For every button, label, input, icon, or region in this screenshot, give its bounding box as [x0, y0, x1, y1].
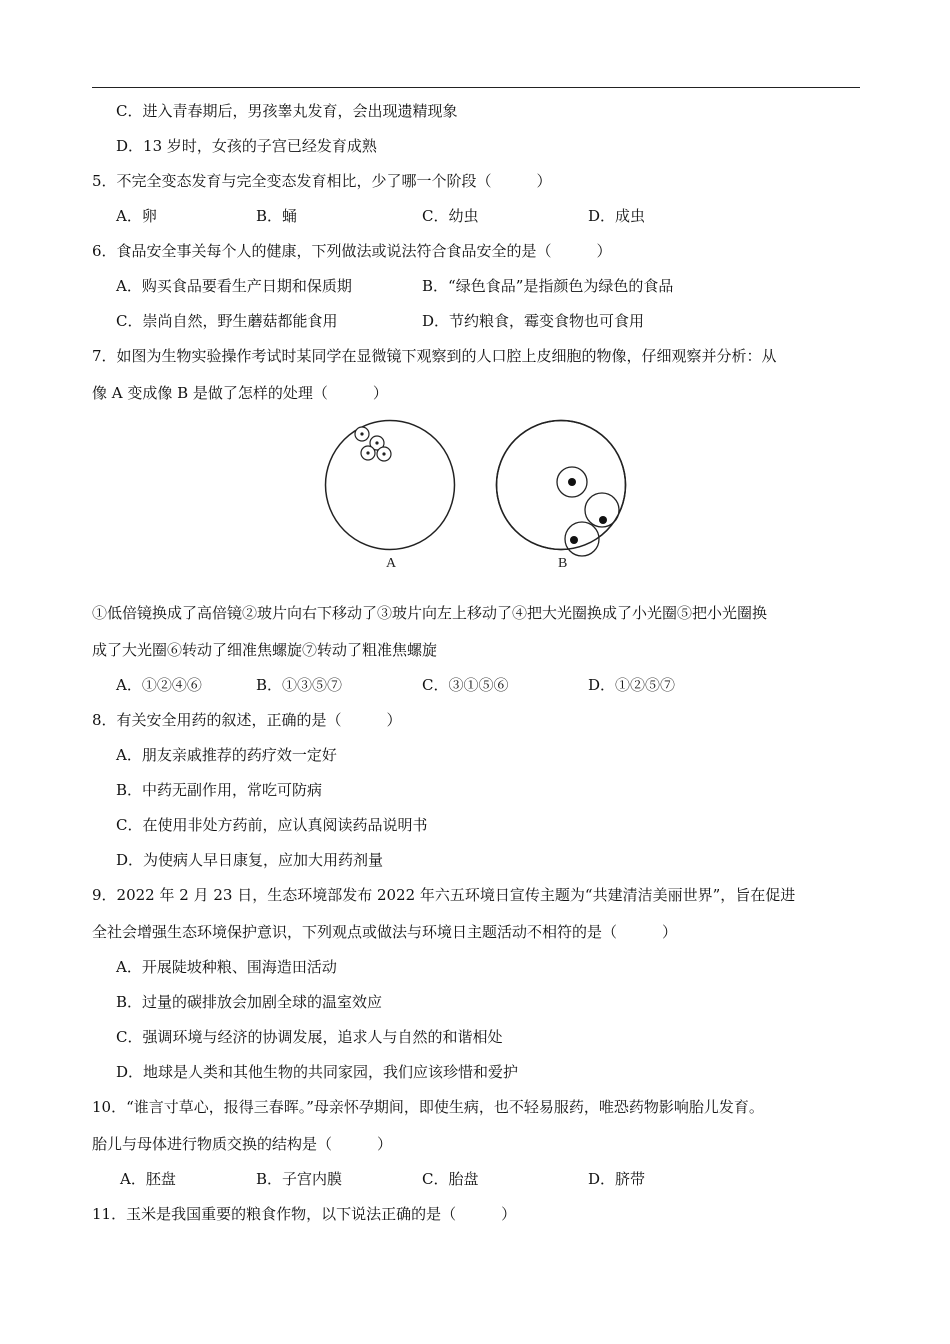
question-9-line2: 全社会增强生态环境保护意识，下列观点或做法与环境日主题活动不相符的是（ ） [92, 923, 678, 941]
q10-option-d: D．脐带 [588, 1170, 646, 1188]
q9-option-d: D．地球是人类和其他生物的共同家园，我们应该珍惜和爱护 [116, 1063, 519, 1081]
q6-option-d: D．节约粮食，霉变食物也可食用 [422, 312, 645, 330]
question-10-line2: 胎儿与母体进行物质交换的结构是（ ） [92, 1135, 393, 1153]
q5-option-c: C．幼虫 [422, 207, 479, 225]
q7-option-a: A．①②④⑥ [116, 676, 202, 694]
q8-option-a: A．朋友亲戚推荐的药疗效一定好 [116, 746, 337, 764]
image-b [497, 421, 626, 557]
question-11: 11．玉米是我国重要的粮食作物，以下说法正确的是（ ） [92, 1205, 517, 1223]
question-7-line2: 像 A 变成像 B 是做了怎样的处理（ ） [92, 384, 388, 402]
question-10-line1: 10．“谁言寸草心，报得三春晖。”母亲怀孕期间，即使生病，也不轻易服药，唯恐药物影响胎儿发育。 [92, 1098, 764, 1116]
q5-option-b: B．蛹 [256, 207, 298, 225]
q8-option-d: D．为使病人早日康复，应加大用药剂量 [116, 851, 384, 869]
q10-option-c: C．胎盘 [422, 1170, 479, 1188]
q10-option-b: B．子宫内膜 [256, 1170, 343, 1188]
figure-label-a: A [386, 556, 397, 571]
q6-option-a: A．购买食品要看生产日期和保质期 [116, 277, 352, 295]
q9-option-c: C．强调环境与经济的协调发展，追求人与自然的和谐相处 [116, 1028, 503, 1046]
q7-option-d: D．①②⑤⑦ [588, 676, 676, 694]
q9-option-a: A．开展陡坡种粮、围海造田活动 [116, 958, 337, 976]
q7-option-b: B．①③⑤⑦ [256, 676, 343, 694]
q5-option-a: A．卵 [116, 207, 157, 225]
q7-option-c: C．③①⑤⑥ [422, 676, 509, 694]
q6-option-c: C．崇尚自然，野生蘑菇都能食用 [116, 312, 338, 330]
q6-option-b: B．“绿色食品”是指颜色为绿色的食品 [422, 277, 674, 295]
header-rule [92, 87, 860, 88]
question-7-statements-line2: 成了大光圈⑥转动了细准焦螺旋⑦转动了粗准焦螺旋 [92, 641, 438, 659]
q5-option-d: D．成虫 [588, 207, 646, 225]
image-a [326, 421, 455, 550]
q10-option-a: A．胚盘 [120, 1170, 176, 1188]
q9-option-b: B．过量的碳排放会加剧全球的温室效应 [116, 993, 383, 1011]
figure-label-b: B [558, 556, 568, 571]
microscope-figure [316, 418, 636, 576]
q4-option-c: C．进入青春期后，男孩睾丸发育，会出现遗精现象 [116, 102, 458, 120]
question-9-line1: 9．2022 年 2 月 23 日，生态环境部发布 2022 年六五环境日宣传主题为“共建清洁美丽世界”，旨在促进 [92, 886, 796, 904]
q4-option-d: D．13 岁时，女孩的子宫已经发育成熟 [116, 137, 377, 155]
question-7-line1: 7．如图为生物实验操作考试时某同学在显微镜下观察到的人口腔上皮细胞的物像，仔细观察并分析：从 [92, 347, 777, 365]
question-6: 6．食品安全事关每个人的健康，下列做法或说法符合食品安全的是（ ） [92, 242, 612, 260]
q8-option-c: C．在使用非处方药前，应认真阅读药品说明书 [116, 816, 428, 834]
q8-option-b: B．中药无副作用，常吃可防病 [116, 781, 323, 799]
question-8: 8．有关安全用药的叙述，正确的是（ ） [92, 711, 402, 729]
question-5: 5．不完全变态发育与完全变态发育相比，少了哪一个阶段（ ） [92, 172, 552, 190]
question-7-statements-line1: ①低倍镜换成了高倍镜②玻片向右下移动了③玻片向左上移动了④把大光圈换成了小光圈⑤把小光圈换 [92, 604, 768, 622]
